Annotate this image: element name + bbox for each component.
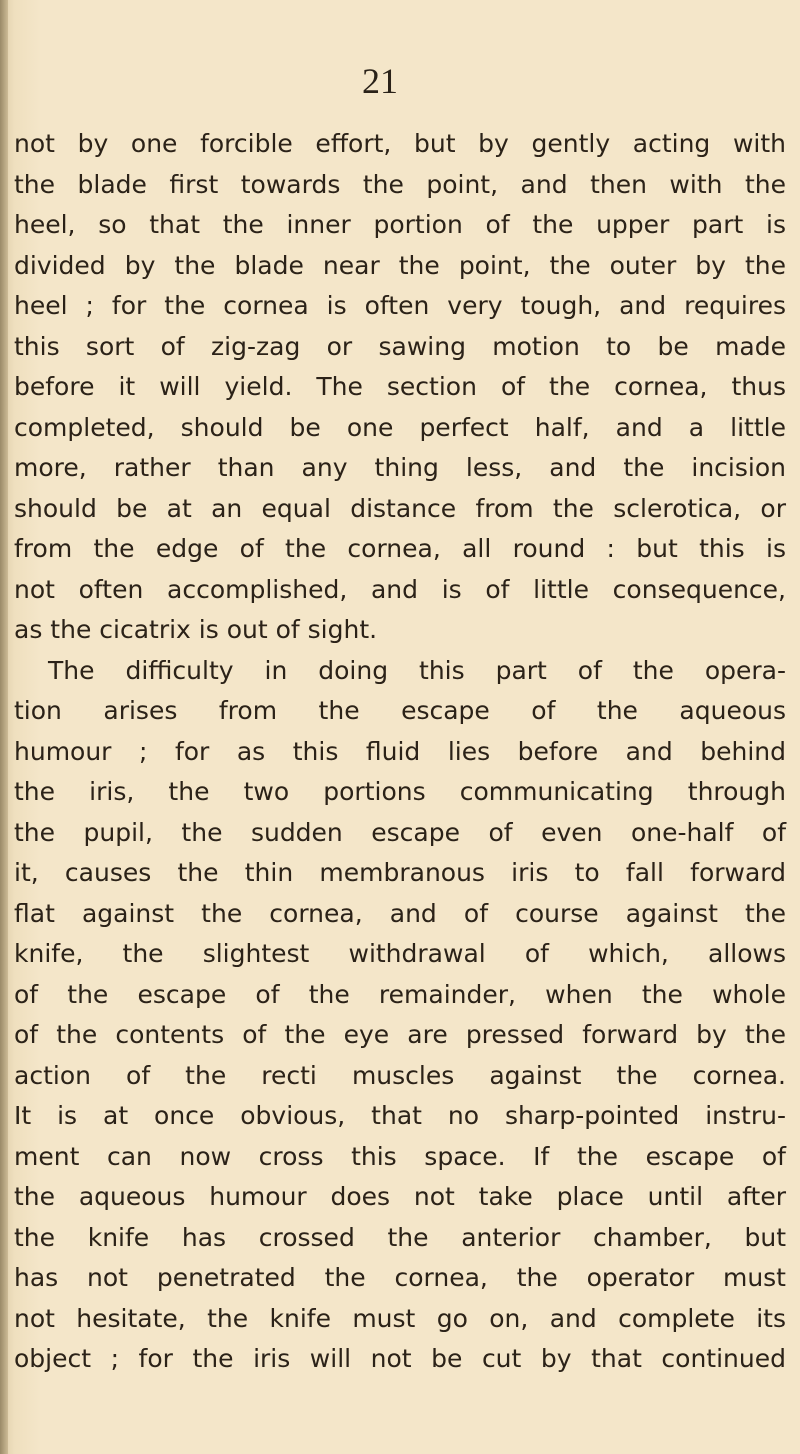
text-line: flat against the cornea, and of course against the — [14, 898, 786, 928]
paragraph-start-line: The difficulty in doing this part of the opera- — [48, 655, 786, 685]
paragraph-end-line: as the cicatrix is out of sight. — [14, 615, 378, 644]
text-line: It is at once obvious, that no sharp-pointed instru- — [14, 1101, 786, 1130]
text-line: humour ; for as this fluid lies before and behind — [14, 736, 786, 766]
text-line: the blade first towards the point, and then with the — [14, 169, 786, 199]
text-line: not often accomplished, and is of little consequence, — [14, 574, 786, 604]
text-line: completed, should be one perfect half, and a little — [14, 412, 786, 442]
text-line: more, rather than any thing less, and the incision — [14, 453, 786, 482]
text-line: before it will yield. The section of the cornea, thus — [14, 372, 786, 401]
text-line: has not penetrated the cornea, the operator must — [14, 1263, 786, 1292]
text-line: of the contents of the eye are pressed forward by the — [14, 1020, 786, 1049]
text-line: of the escape of the remainder, when the whole — [14, 979, 786, 1009]
text-line: the iris, the two portions communicating through — [14, 777, 786, 806]
body-text — [14, 124, 786, 1380]
page-number: 21 — [362, 61, 398, 101]
text-line: ment can now cross this space. If the escape of — [14, 1141, 786, 1171]
text-line: tion arises from the escape of the aqueous — [14, 696, 786, 725]
text-line: heel, so that the inner portion of the upper part is — [14, 210, 786, 239]
text-line: not hesitate, the knife must go on, and complete its — [14, 1303, 786, 1333]
binding-edge — [0, 0, 8, 1454]
text-line: it, causes the thin membranous iris to fall forward — [14, 858, 786, 887]
text-line: heel ; for the cornea is often very tough, and requires — [14, 291, 786, 320]
text-line: object ; for the iris will not be cut by that continued — [14, 1344, 786, 1373]
text-line: should be at an equal distance from the sclerotica, or — [14, 493, 786, 523]
text-line: this sort of zig-zag or sawing motion to be made — [14, 331, 786, 361]
text-line: not by one forcible effort, but by gently acting with — [14, 129, 786, 158]
text-line: action of the recti muscles against the cornea. — [14, 1060, 786, 1090]
text-line: the aqueous humour does not take place until after — [14, 1182, 786, 1211]
text-line: knife, the slightest withdrawal of which, allows — [14, 939, 786, 968]
text-line: the pupil, the sudden escape of even one-half of — [14, 817, 786, 847]
text-line: from the edge of the cornea, all round : but this is — [14, 534, 786, 563]
text-line: the knife has crossed the anterior chamber, but — [14, 1222, 786, 1252]
text-line: divided by the blade near the point, the outer by the — [14, 250, 786, 280]
